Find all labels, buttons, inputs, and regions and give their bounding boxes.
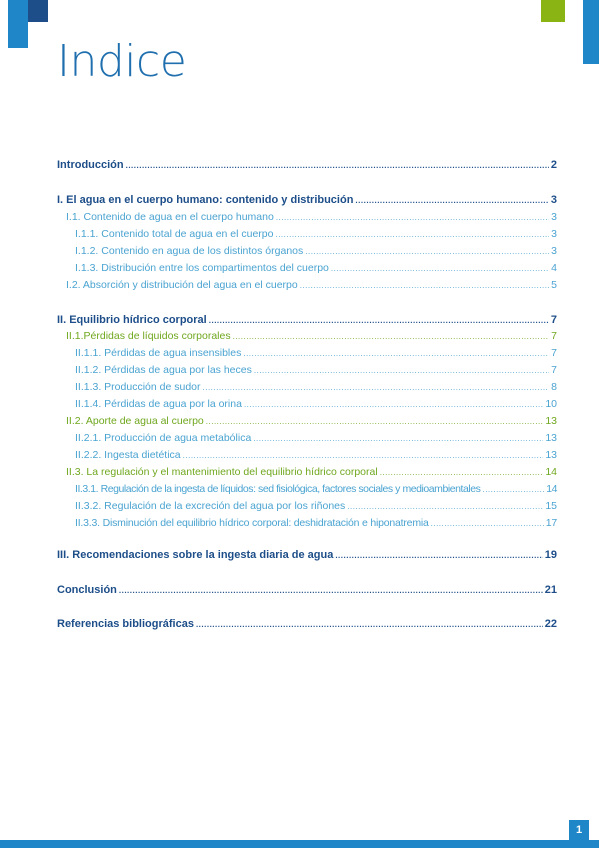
toc-entry-page: 7 [551, 347, 557, 359]
toc-entry-label: II.1.1. Pérdidas de agua insensibles [75, 347, 242, 359]
toc-entry-label: II.3.3. Disminución del equilibrio hídrico corporal: deshidratación e hiponatremia [75, 517, 429, 529]
toc-entry-page: 14 [545, 466, 557, 478]
toc-entry-1-1-1[interactable] [75, 227, 557, 242]
toc-entry-page: 14 [546, 483, 557, 495]
toc-entry-2-3-3[interactable] [75, 516, 557, 531]
toc-entry-page: 10 [545, 398, 557, 410]
toc-entry-2-1[interactable] [66, 329, 557, 344]
toc-entry-label: I.1.2. Contenido en agua de los distintos órganos [75, 245, 304, 257]
toc-entry-page: 13 [545, 432, 557, 444]
toc-entry-1-1-3[interactable] [75, 261, 557, 276]
toc-entry-page: 7 [551, 364, 557, 376]
toc-entry-conclusion[interactable] [57, 583, 557, 598]
toc-entry-label: III. Recomendaciones sobre la ingesta diaria de agua [57, 549, 334, 561]
toc-entry-label: I. El agua en el cuerpo humano: contenido y distribución [57, 194, 354, 206]
toc-entry-label: II.2.1. Producción de agua metabólica [75, 432, 252, 444]
toc-entry-page: 3 [551, 211, 557, 223]
page-title: Indice [57, 36, 187, 87]
toc-entry-page: 13 [545, 449, 557, 461]
toc-entry-label: II. Equilibrio hídrico corporal [57, 314, 207, 326]
bottom-bar [0, 840, 599, 848]
toc-entry-page: 21 [544, 584, 557, 596]
toc-entry-label: II.1.4. Pérdidas de agua por la orina [75, 398, 242, 410]
toc-entry-label: II.2.2. Ingesta dietética [75, 449, 181, 461]
toc-entry-label: II.3. La regulación y el mantenimiento del equilibrio hídrico corporal [66, 466, 378, 478]
toc-entry-label: Conclusión [57, 584, 117, 596]
toc-entry-2-3-2[interactable] [75, 499, 557, 514]
toc-entry-referencias[interactable] [57, 617, 557, 632]
toc-entry-1-1-2[interactable] [75, 244, 557, 259]
toc-entry-2-3[interactable] [66, 465, 557, 480]
corner-block-left-dark [28, 0, 48, 22]
toc-entry-2-2-1[interactable] [75, 431, 557, 446]
corner-block-left-light [8, 0, 28, 48]
toc-entry-2-3-1[interactable] [75, 482, 557, 497]
toc-entry-page: 22 [544, 618, 557, 630]
toc-entry-page: 3 [551, 228, 557, 240]
toc-entry-label: Referencias bibliográficas [57, 618, 194, 630]
toc-entry-page: 13 [545, 415, 557, 427]
toc-entry-2-2[interactable] [66, 414, 557, 429]
toc-entry-page: 5 [551, 279, 557, 291]
toc-entry-chapter-1[interactable] [57, 193, 557, 208]
toc-entry-label: II.1.3. Producción de sudor [75, 381, 201, 393]
toc-entry-2-1-2[interactable] [75, 363, 557, 378]
toc-entry-label: II.1.2. Pérdidas de agua por las heces [75, 364, 252, 376]
toc-entry-page: 15 [545, 500, 557, 512]
toc-entry-page: 8 [551, 381, 557, 393]
corner-block-right-blue [583, 0, 599, 64]
toc-entry-chapter-2[interactable] [57, 313, 557, 328]
toc-entry-2-1-3[interactable] [75, 380, 557, 395]
toc-entry-label: Introducción [57, 159, 124, 171]
toc-entry-page: 3 [551, 245, 557, 257]
toc-entry-label: I.1.1. Contenido total de agua en el cuerpo [75, 228, 274, 240]
toc-entry-label: I.2. Absorción y distribución del agua en el cuerpo [66, 279, 298, 291]
toc-entry-page: 4 [551, 262, 557, 274]
toc-entry-page: 2 [550, 159, 557, 171]
toc-entry-page: 3 [550, 194, 557, 206]
toc-entry-page: 19 [544, 549, 557, 561]
toc-entry-1-1[interactable] [66, 210, 557, 225]
toc-entry-label: II.2. Aporte de agua al cuerpo [66, 415, 204, 427]
toc-entry-label: II.1.Pérdidas de líquidos corporales [66, 330, 231, 342]
toc-entry-label: I.1.3. Distribución entre los compartimentos del cuerpo [75, 262, 329, 274]
toc-entry-2-1-4[interactable] [75, 397, 557, 412]
toc-entry-chapter-3[interactable] [57, 548, 557, 563]
toc-entry-introduccion[interactable] [57, 158, 557, 173]
toc-entry-2-1-1[interactable] [75, 346, 557, 361]
toc-entry-1-2[interactable] [66, 278, 557, 293]
toc-entry-2-2-2[interactable] [75, 448, 557, 463]
corner-block-right-green [541, 0, 565, 22]
toc-entry-label: I.1. Contenido de agua en el cuerpo humano [66, 211, 274, 223]
page-number-badge: 1 [569, 820, 589, 840]
toc-entry-page: 17 [545, 517, 557, 529]
toc-entry-label: II.3.2. Regulación de la excreción del agua por los riñones [75, 500, 346, 512]
toc-entry-label: II.3.1. Regulación de la ingesta de líquidos: sed fisiológica, factores sociales y medioambientales [75, 483, 481, 495]
toc-entry-page: 7 [551, 330, 557, 342]
toc-entry-page: 7 [550, 314, 557, 326]
